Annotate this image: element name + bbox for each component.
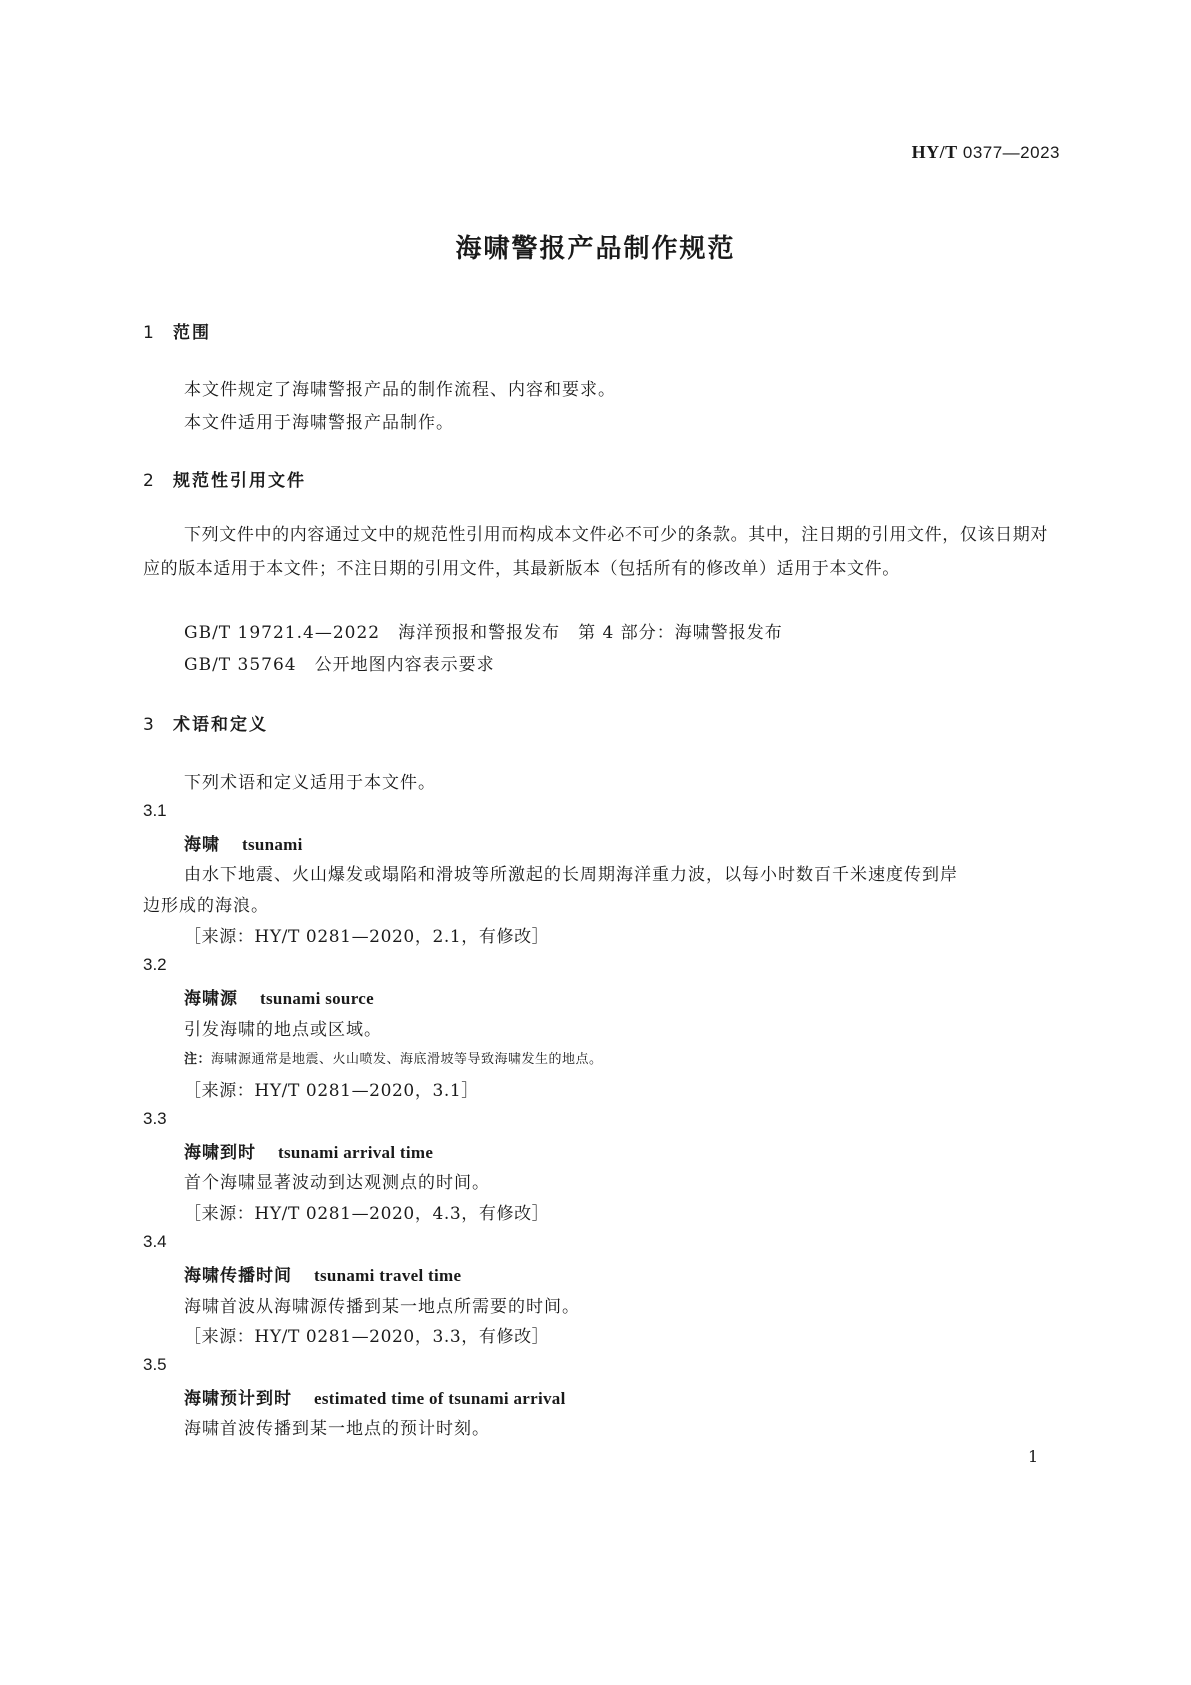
standard-prefix: HY/T [911,142,958,162]
reference-item: GB/T 35764 公开地图内容表示要求 [184,655,495,675]
term-source: ［来源：HY/T 0281—2020，3.1］ [184,1081,479,1101]
term-number: 3.3 [143,1109,167,1128]
standard-code [912,142,1060,163]
scope-paragraph: 本文件规定了海啸警报产品的制作流程、内容和要求。 [184,380,616,400]
standard-number: 0377—2023 [962,143,1060,162]
term-entry [184,1261,461,1286]
term-source: ［来源：HY/T 0281—2020，4.3，有修改］ [184,1204,550,1224]
term-entry [184,830,303,855]
note-text: 海啸源通常是地震、火山喷发、海底滑坡等导致海啸发生的地点。 [211,1052,603,1067]
section-title: 范围 [173,323,211,343]
reference-item: GB/T 19721.4—2022 海洋预报和警报发布 第 4 部分：海啸警报发布 [184,623,783,643]
term-number: 3.2 [143,955,167,974]
page-number: 1 [1028,1447,1039,1466]
scope-paragraph: 本文件适用于海啸警报产品制作。 [184,413,454,433]
section-heading-normative-references [143,466,306,491]
section-heading-terms [143,710,268,735]
term-chinese: 海啸源 [184,989,238,1009]
term-entry [184,1138,433,1163]
normative-references-intro: 下列文件中的内容通过文中的规范性引用而构成本文件必不可少的条款。其中，注日期的引用文件，仅该日期对应的版本适用于本文件；不注日期的引用文件，其最新版本（包括所有的修改单）适用于本文件。 [143,525,1048,579]
term-number: 3.4 [143,1232,167,1251]
term-definition: 海啸首波从海啸源传播到某一地点所需要的时间。 [184,1297,580,1317]
term-source: ［来源：HY/T 0281—2020，3.3，有修改］ [184,1327,550,1347]
section-number: 2 [143,471,154,491]
term-definition: 引发海啸的地点或区域。 [184,1020,382,1040]
term-number: 3.1 [143,801,167,820]
term-entry [184,984,374,1009]
term-number: 3.5 [143,1355,167,1374]
term-definition: 首个海啸显著波动到达观测点的时间。 [184,1173,490,1193]
term-english: tsunami [242,835,303,854]
term-note [184,1048,603,1067]
term-english: tsunami source [260,989,374,1008]
document-title: 海啸警报产品制作规范 [455,234,736,264]
term-english: estimated time of tsunami arrival [314,1389,566,1408]
term-chinese: 海啸 [184,835,220,855]
section-number: 3 [143,715,154,735]
term-english: tsunami arrival time [278,1143,434,1162]
section-title: 术语和定义 [173,715,268,735]
term-source: ［来源：HY/T 0281—2020，2.1，有修改］ [184,927,550,947]
term-entry [184,1384,566,1409]
term-definition-continued: 边形成的海浪。 [143,896,269,916]
note-label: 注： [184,1052,212,1067]
section-title: 规范性引用文件 [173,471,306,491]
term-definition: 海啸首波传播到某一地点的预计时刻。 [184,1419,490,1439]
term-chinese: 海啸到时 [184,1143,256,1163]
term-english: tsunami travel time [314,1266,462,1285]
term-chinese: 海啸传播时间 [184,1266,292,1286]
term-chinese: 海啸预计到时 [184,1389,292,1409]
section-number: 1 [143,323,154,343]
section-heading-scope [143,318,211,343]
term-definition: 由水下地震、火山爆发或塌陷和滑坡等所激起的长周期海洋重力波，以每小时数百千米速度传到岸 [184,865,958,885]
terms-intro: 下列术语和定义适用于本文件。 [184,773,436,793]
